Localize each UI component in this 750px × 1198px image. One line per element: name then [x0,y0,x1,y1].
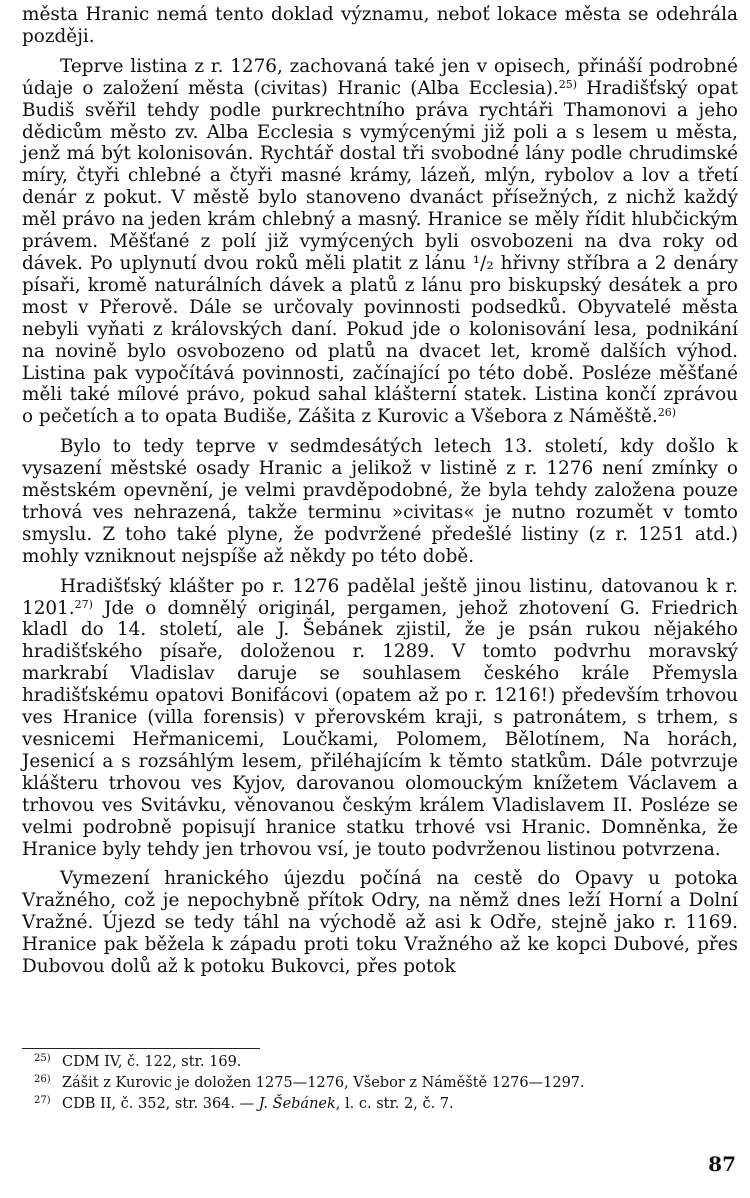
paragraph-5: Vymezení hranického újezdu počíná na cestě do Opavy u potoka Vražného, což je nepochybně přítok Odry, na němž dnes leží Horní a Dolní Vražné. Újezd se tedy táhl na východě až asi k Odře, stejně jako r. 1169. Hranice pak běžela k západu proti toku Vražného až ke kopci Dubové, přes Dubovou dolů až k potoku Bukovci, přes potok [22,868,738,978]
paragraph-4-text-b: Jde o domnělý originál, pergamen, jehož zhotovení G. Friedrich kladl do 14. století, ale J. Šebánek zjistil, že je psán rukou nějakého hradišťského písaře, doloženou r. 1289. V tomto podvrhu moravský markrabí Vladislav daruje se souhlasem českého krále Přemysla hradišťskému opatovi Bonifácovi (opatem až po r. 1216!) především trhovou ves Hranice (villa forensis) v přerovském kraji, s patronátem, s trhem, s vesnicemi Heřmanicemi, Loučkami, Polomem, Bělotínem, Na horách, Jesenicí a s rozsáhlým lesem, přiléhajícím k těmto statkům. Dále potvrzuje klášteru trhovou ves Kyjov, darovanou olomouckým knížetem Václavem a trhovou ves Svitávku, věnovanou českým králem Vladislavem II. Posléze se velmi podrobně popisují hranice statku trhové vsi Hranic. Domněnka, že Hranice byly tehdy jen trhovou vsí, je touto podvrženou listinou potvrzena. [22,597,738,860]
footnote-ref-25: 25) [558,77,578,91]
footnote-divider [22,1048,260,1049]
paragraph-2-text-a: Teprve listina z r. 1276, zachovaná také jen v opisech, přináší podrobné údaje o založení města (civitas) Hranic (Alba Ecclesia). [22,55,738,99]
paragraph-2 [22,56,738,428]
page-number: 87 [708,1152,736,1176]
footnotes [22,1052,738,1115]
footnote-author: J. Šebánek [258,1096,336,1112]
footnote-text: CDM IV, č. 122, str. 169. [62,1054,242,1070]
footnote-27 [22,1094,738,1115]
footnote-ref-27: 27) [74,597,93,611]
footnote-text: Zášit z Kurovic je doložen 1275—1276, Všebor z Náměště 1276—1297. [62,1075,585,1091]
footnote-number: 25) [34,1053,51,1064]
footnote-26 [22,1073,738,1094]
paragraph-4 [22,576,738,861]
footnote-number: 27) [34,1095,51,1106]
paragraph-4-text-a: Hradišťský klášter po r. 1276 padělal ještě jinou listinu, datovanou k r. 1201. [22,575,738,619]
paragraph-2-text-b: Hradišťský opat Budiš svěřil tehdy podle purkrechtního práva rychtáři Thamonovi a jeho dědicům město zv. Alba Ecclesia s vymýcenými již poli a s lesem u města, jenž má být kolonisován. Rychtář dostal tři svobodné lány podle chrudimské míry, čtyři chlebné a čtyři masné krámy, lázeň, mlýn, rybolov a lov a třetí denár z pokut. V městě bylo stanoveno dvanáct přísežných, z nichž každý měl právo na jeden krám chlebný a masný. Hranice se měly řídit hlubčickým právem. Měšťané z polí již vymýcených byli osvobozeni na dva roky od dávek. Po uplynutí dvou roků měli platit z lánu [22,77,738,274]
paragraph-1: města Hranic nemá tento doklad významu, neboť lokace města se odehrála později. [22,4,738,47]
footnote-ref-26: 26) [657,406,677,420]
paragraph-3: Bylo to tedy teprve v sedmdesátých letech 13. století, kdy došlo k vysazení městské osady Hranic a jelikož v listině z r. 1276 není zmínky o městském opevnění, je velmi pravděpodobné, že byla tehdy založena pouze trhová ves nehrazená, takže terminu »civitas« je nutno rozumět v tomto smyslu. Z toho také plyne, že podvržené předešlé listiny (z r. 1251 atd.) mohly vzniknout nejspíše až někdy po této době. [22,436,738,567]
fraction-half: ¹/₂ [472,252,494,274]
footnote-25 [22,1052,738,1073]
footnote-text: CDB II, č. 352, str. 364. — [62,1096,259,1112]
paragraph-2-text-c: hřivny stříbra a 2 denáry písaři, kromě naturálních dávek a platů z lánu pro biskupský desátek a pro most v Přerově. Dále se určovaly povinnosti podsedků. Obyvatelé města nebyli vyňati z královských daní. Pokud jde o kolonisování lesa, podnikání na novině bylo osvobozeno od platů na dvacet let, kromě dalších výhod. Listina pak vypočítává povinnosti, začínající po této době. Posléze měšťané měli také mílové právo, pokud sahal klášterní statek. Listina končí zprávou o pečetích a to opata Budiše, Zášita z Kurovic a Všebora z Náměště. [22,252,738,428]
main-text [22,4,738,978]
footnote-number: 26) [34,1074,51,1085]
footnote-text-tail: , l. c. str. 2, č. 7. [335,1096,454,1112]
